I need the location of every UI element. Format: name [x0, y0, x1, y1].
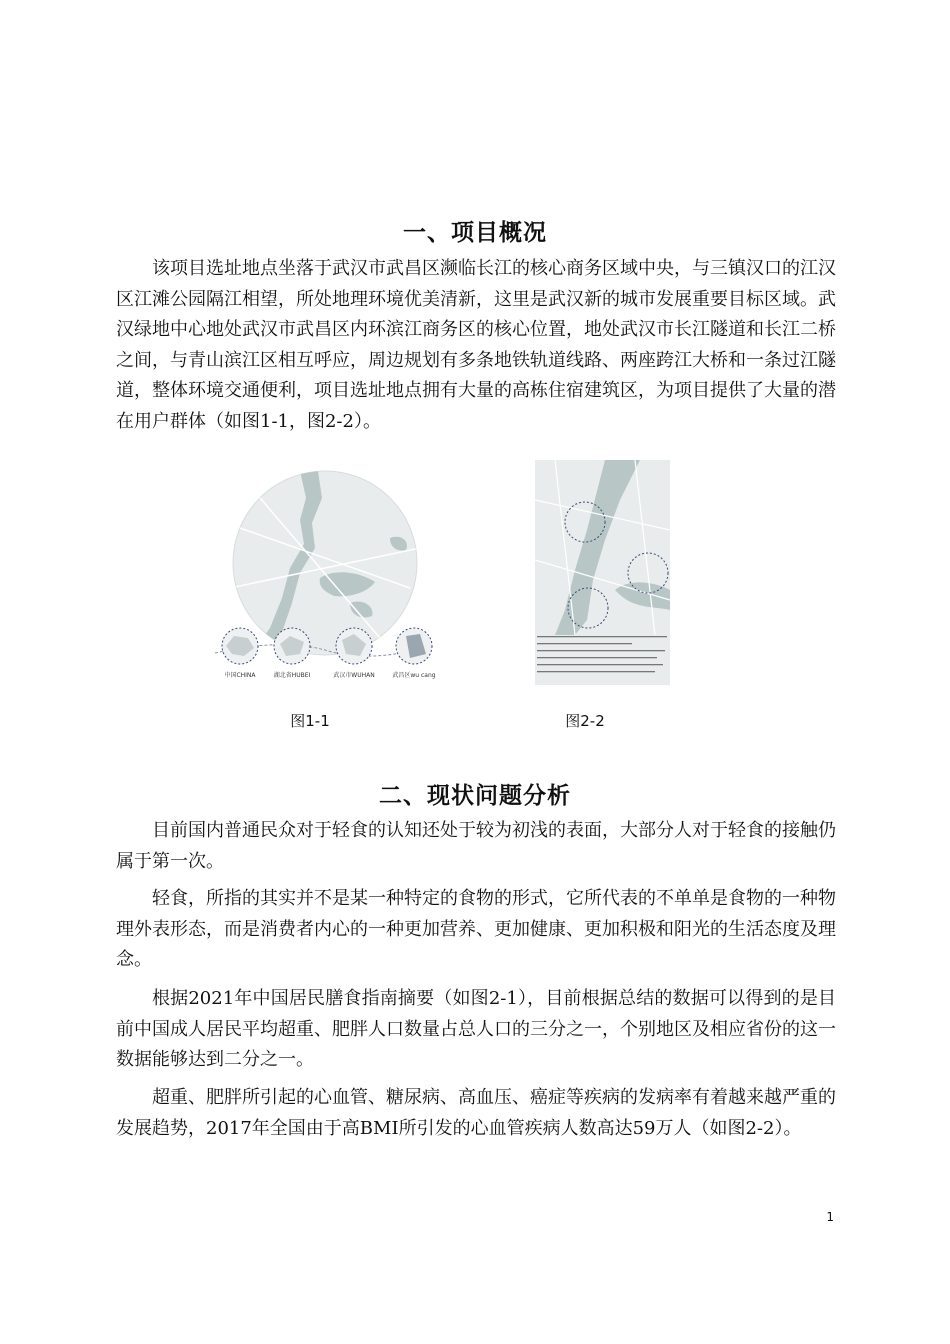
site-detail-map — [535, 460, 670, 685]
figure-1-1-map — [200, 468, 450, 690]
page-number: 1 — [826, 1210, 834, 1224]
section-2-paragraph-4: 超重、肥胖所引起的心血管、糖尿病、高血压、癌症等疾病的发病率有着越来越严重的发展趋势，2017年全国由于高BMI所引发的心血管疾病人数高达59万人（如图2-2）。 — [116, 1087, 836, 1139]
figure-2-2-map — [535, 460, 670, 685]
section-2-paragraph-2: 轻食，所指的其实并不是某一种特定的食物的形式，它所代表的不单单是食物的一种物理外表形态，而是消费者内心的一种更加营养、更加健康、更加积极和阳光的生活态度及理念。 — [116, 888, 836, 970]
section-1-paragraph: 该项目选址地点坐落于武汉市武昌区濒临长江的核心商务区域中央，与三镇汉口的江汉区江滩公园隔江相望，所处地理环境优美清新，这里是武汉新的城市发展重要目标区域。武汉绿地中心地处武汉市武昌区内环滨江商务区的核心位置，地处武汉市长江隧道和长江二桥之间，与青山滨江区相互呼应，周边规划有多条地铁轨道线路、两座跨江大桥和一条过江隧道，整体环境交通便利，项目选址地点拥有大量的高栋住宿建筑区，为项目提供了大量的潜在用户群体（如图1-1，图2-2）。 — [116, 258, 836, 432]
section-2-title: 二、现状问题分析 — [379, 783, 571, 809]
map-label-china: 中国CHINA — [224, 672, 256, 679]
map-label-wuhan: 武汉市WUHAN — [333, 672, 375, 679]
figure-2-2-caption: 图2-2 — [565, 712, 605, 730]
figure-1-1-caption: 图1-1 — [290, 712, 330, 730]
section-1-title: 一、项目概况 — [403, 220, 547, 246]
map-label-wuchang: 武昌区wu cang — [392, 672, 436, 679]
section-2-paragraph-1: 目前国内普通民众对于轻食的认知还处于较为初浅的表面，大部分人对于轻食的接触仍属于第一次。 — [116, 820, 836, 872]
map-label-hubei: 湖北省HUBEI — [273, 672, 311, 679]
wuhan-location-map — [200, 468, 450, 690]
section-2-paragraph-3: 根据2021年中国居民膳食指南摘要（如图2-1），目前根据总结的数据可以得到的是目前中国成人居民平均超重、肥胖人口数量占总人口的三分之一，个别地区及相应省份的这一数据能够达到二分之一。 — [116, 988, 836, 1070]
